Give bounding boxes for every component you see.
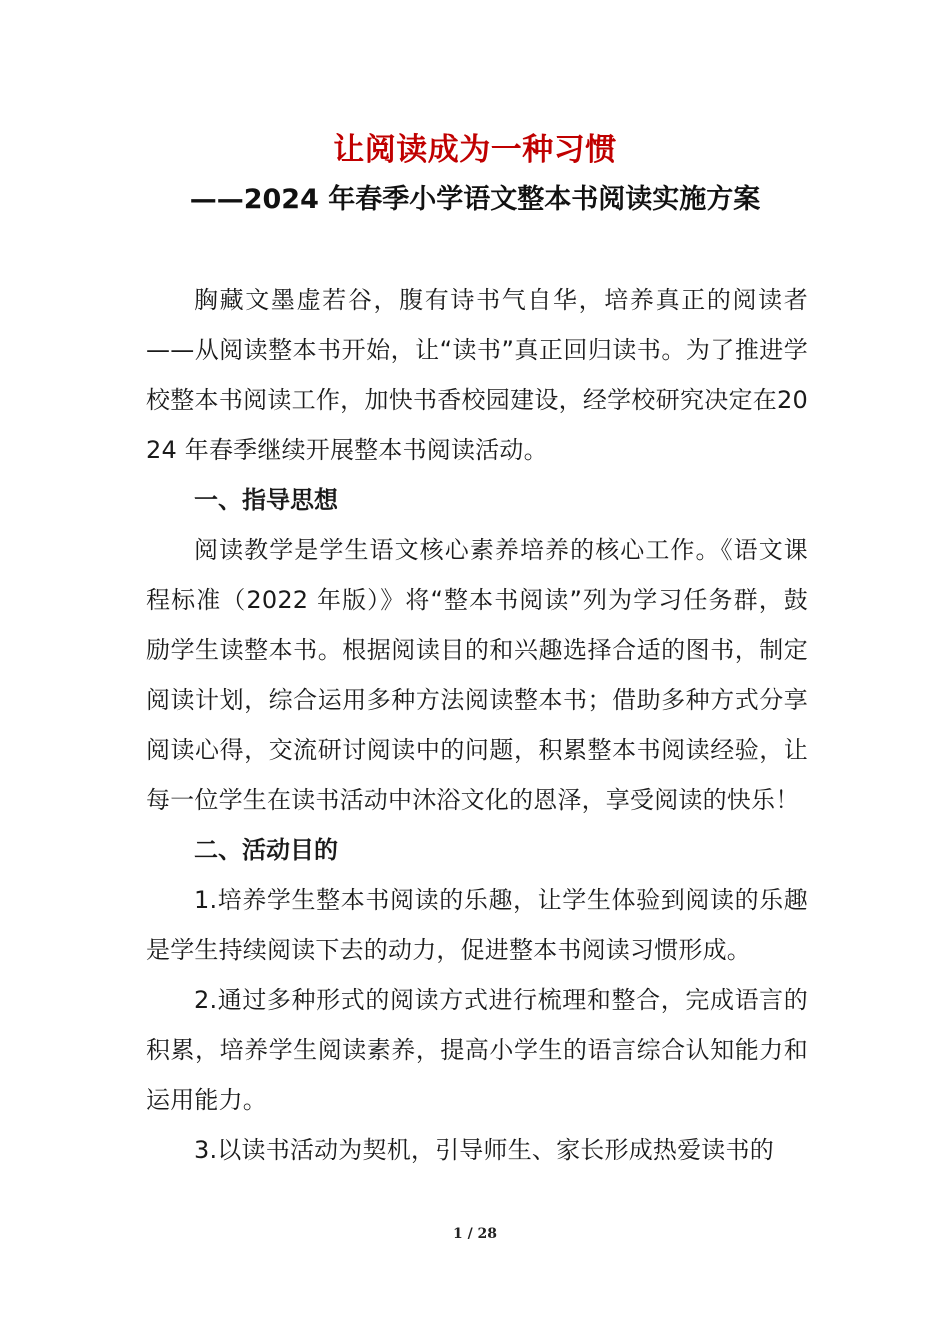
purpose-item-3: 3.以读书活动为契机，引导师生、家长形成热爱读书的	[194, 1136, 774, 1164]
document-title: 让阅读成为一种习惯	[333, 132, 617, 168]
section-heading-guiding-ideology: 一、指导思想	[194, 486, 338, 514]
guiding-ideology-paragraph: 阅读教学是学生语文核心素养培养的核心工作。《语文课程标准（2022 年版）》将“整本书阅读”列为学习任务群，鼓励学生读整本书。根据阅读目的和兴趣选择合适的图书，制定阅读计划，综合运用多种方法阅读整本书；借助多种方式分享阅读心得，交流研讨阅读中的问题，积累整本书阅读经验，让每一位学生在读书活动中沐浴文化的恩泽，享受阅读的快乐！	[146, 536, 808, 814]
purpose-item-1: 1.培养学生整本书阅读的乐趣，让学生体验到阅读的乐趣是学生持续阅读下去的动力，促进整本书阅读习惯形成。	[146, 886, 808, 964]
section-heading-activity-purpose: 二、活动目的	[194, 836, 338, 864]
purpose-item-2: 2.通过多种形式的阅读方式进行梳理和整合，完成语言的积累，培养学生阅读素养，提高小学生的语言综合认知能力和运用能力。	[146, 986, 808, 1114]
page-number: 1 / 28	[452, 1226, 498, 1242]
intro-paragraph: 胸藏文墨虚若谷，腹有诗书气自华，培养真正的阅读者——从阅读整本书开始，让“读书”真正回归读书。为了推进学校整本书阅读工作，加快书香校园建设，经学校研究决定在2024 年春季继续开展整本书阅读活动。	[146, 286, 808, 464]
document-body	[146, 275, 808, 1175]
document-subtitle: ——2024 年春季小学语文整本书阅读实施方案	[189, 184, 761, 215]
